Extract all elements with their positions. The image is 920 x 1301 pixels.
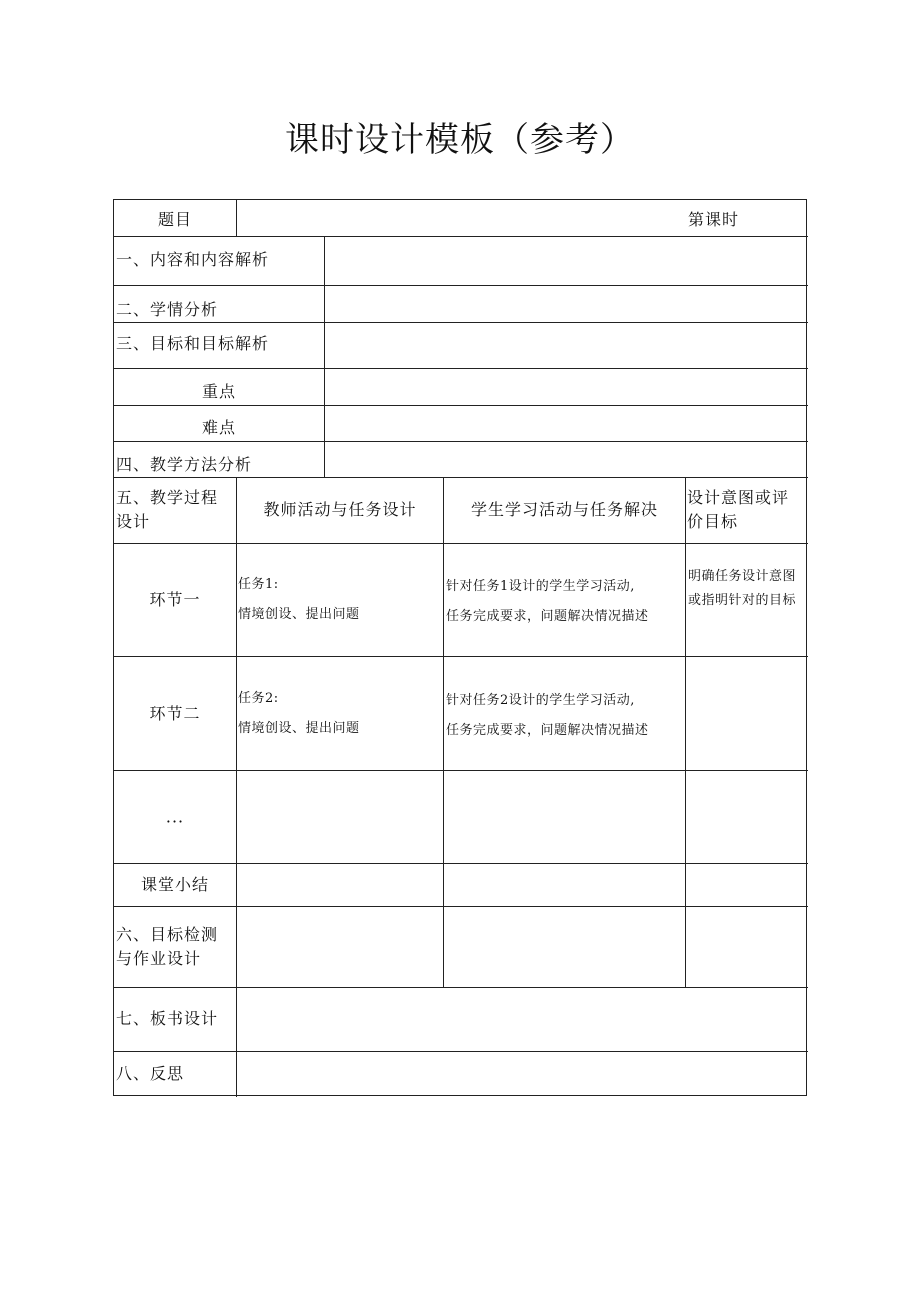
section-goals: 三、目标和目标解析 <box>116 334 270 353</box>
row-divider <box>114 863 808 864</box>
row-divider <box>114 770 808 771</box>
stage-2-name: 环节二 <box>149 704 201 723</box>
stage-1-name: 环节一 <box>149 590 201 609</box>
summary-label: 课堂小结 <box>140 875 209 894</box>
stage-2-student-line2: 任务完成要求，问题解决情况描述 <box>446 723 649 738</box>
section-content: 一、内容和内容解析 <box>116 250 270 269</box>
col-divider <box>685 477 686 987</box>
section-process: 五、教学过程设计 <box>116 488 219 531</box>
col-divider <box>236 200 237 236</box>
section-students: 二、学情分析 <box>116 300 219 319</box>
topic-label: 题目 <box>158 210 193 229</box>
stage-more: ··· <box>165 812 185 831</box>
reflection-field[interactable] <box>238 1052 806 1095</box>
goals-field[interactable] <box>326 323 806 367</box>
stage-2-student-line1: 针对任务2设计的学生学习活动, <box>446 693 635 708</box>
difficulty-field[interactable] <box>326 406 806 440</box>
row-divider <box>114 656 808 657</box>
stage-1-intent: 明确任务设计意图或指明针对的目标 <box>688 569 797 608</box>
topic-field[interactable] <box>238 201 678 235</box>
row-divider <box>114 477 808 478</box>
method-field[interactable] <box>326 442 806 476</box>
section-reflection: 八、反思 <box>116 1064 185 1083</box>
row-divider <box>114 543 808 544</box>
key-point-field[interactable] <box>326 369 806 404</box>
stage-2-intent[interactable] <box>688 658 804 768</box>
page-title: 课时设计模板（参考） <box>285 120 635 160</box>
section-board: 七、板书设计 <box>116 1009 219 1028</box>
lesson-number-label: 第课时 <box>688 210 740 229</box>
students-field[interactable] <box>326 286 806 321</box>
difficulty-label: 难点 <box>202 418 237 437</box>
col-teacher-activity: 教师活动与任务设计 <box>263 500 417 519</box>
key-point-label: 重点 <box>202 382 237 401</box>
row-divider <box>114 906 808 907</box>
col-divider <box>324 236 325 477</box>
col-student-activity: 学生学习活动与任务解决 <box>470 500 658 519</box>
board-field[interactable] <box>238 988 806 1050</box>
section-assessment: 六、目标检测与作业设计 <box>116 925 219 968</box>
col-divider <box>236 543 237 1097</box>
stage-1-student-line2: 任务完成要求，问题解决情况描述 <box>446 609 649 624</box>
stage-2-task-title: 任务2: <box>238 691 279 706</box>
lesson-plan-form <box>113 199 807 1096</box>
section-method: 四、教学方法分析 <box>116 455 253 474</box>
col-design-intent: 设计意图或评价目标 <box>687 488 790 531</box>
stage-1-task-title: 任务1: <box>238 577 279 592</box>
stage-2-task-desc: 情境创设、提出问题 <box>238 721 360 736</box>
stage-1-task-desc: 情境创设、提出问题 <box>238 607 360 622</box>
content-field[interactable] <box>326 237 806 284</box>
stage-1-student-line1: 针对任务1设计的学生学习活动, <box>446 579 635 594</box>
col-divider <box>443 477 444 987</box>
